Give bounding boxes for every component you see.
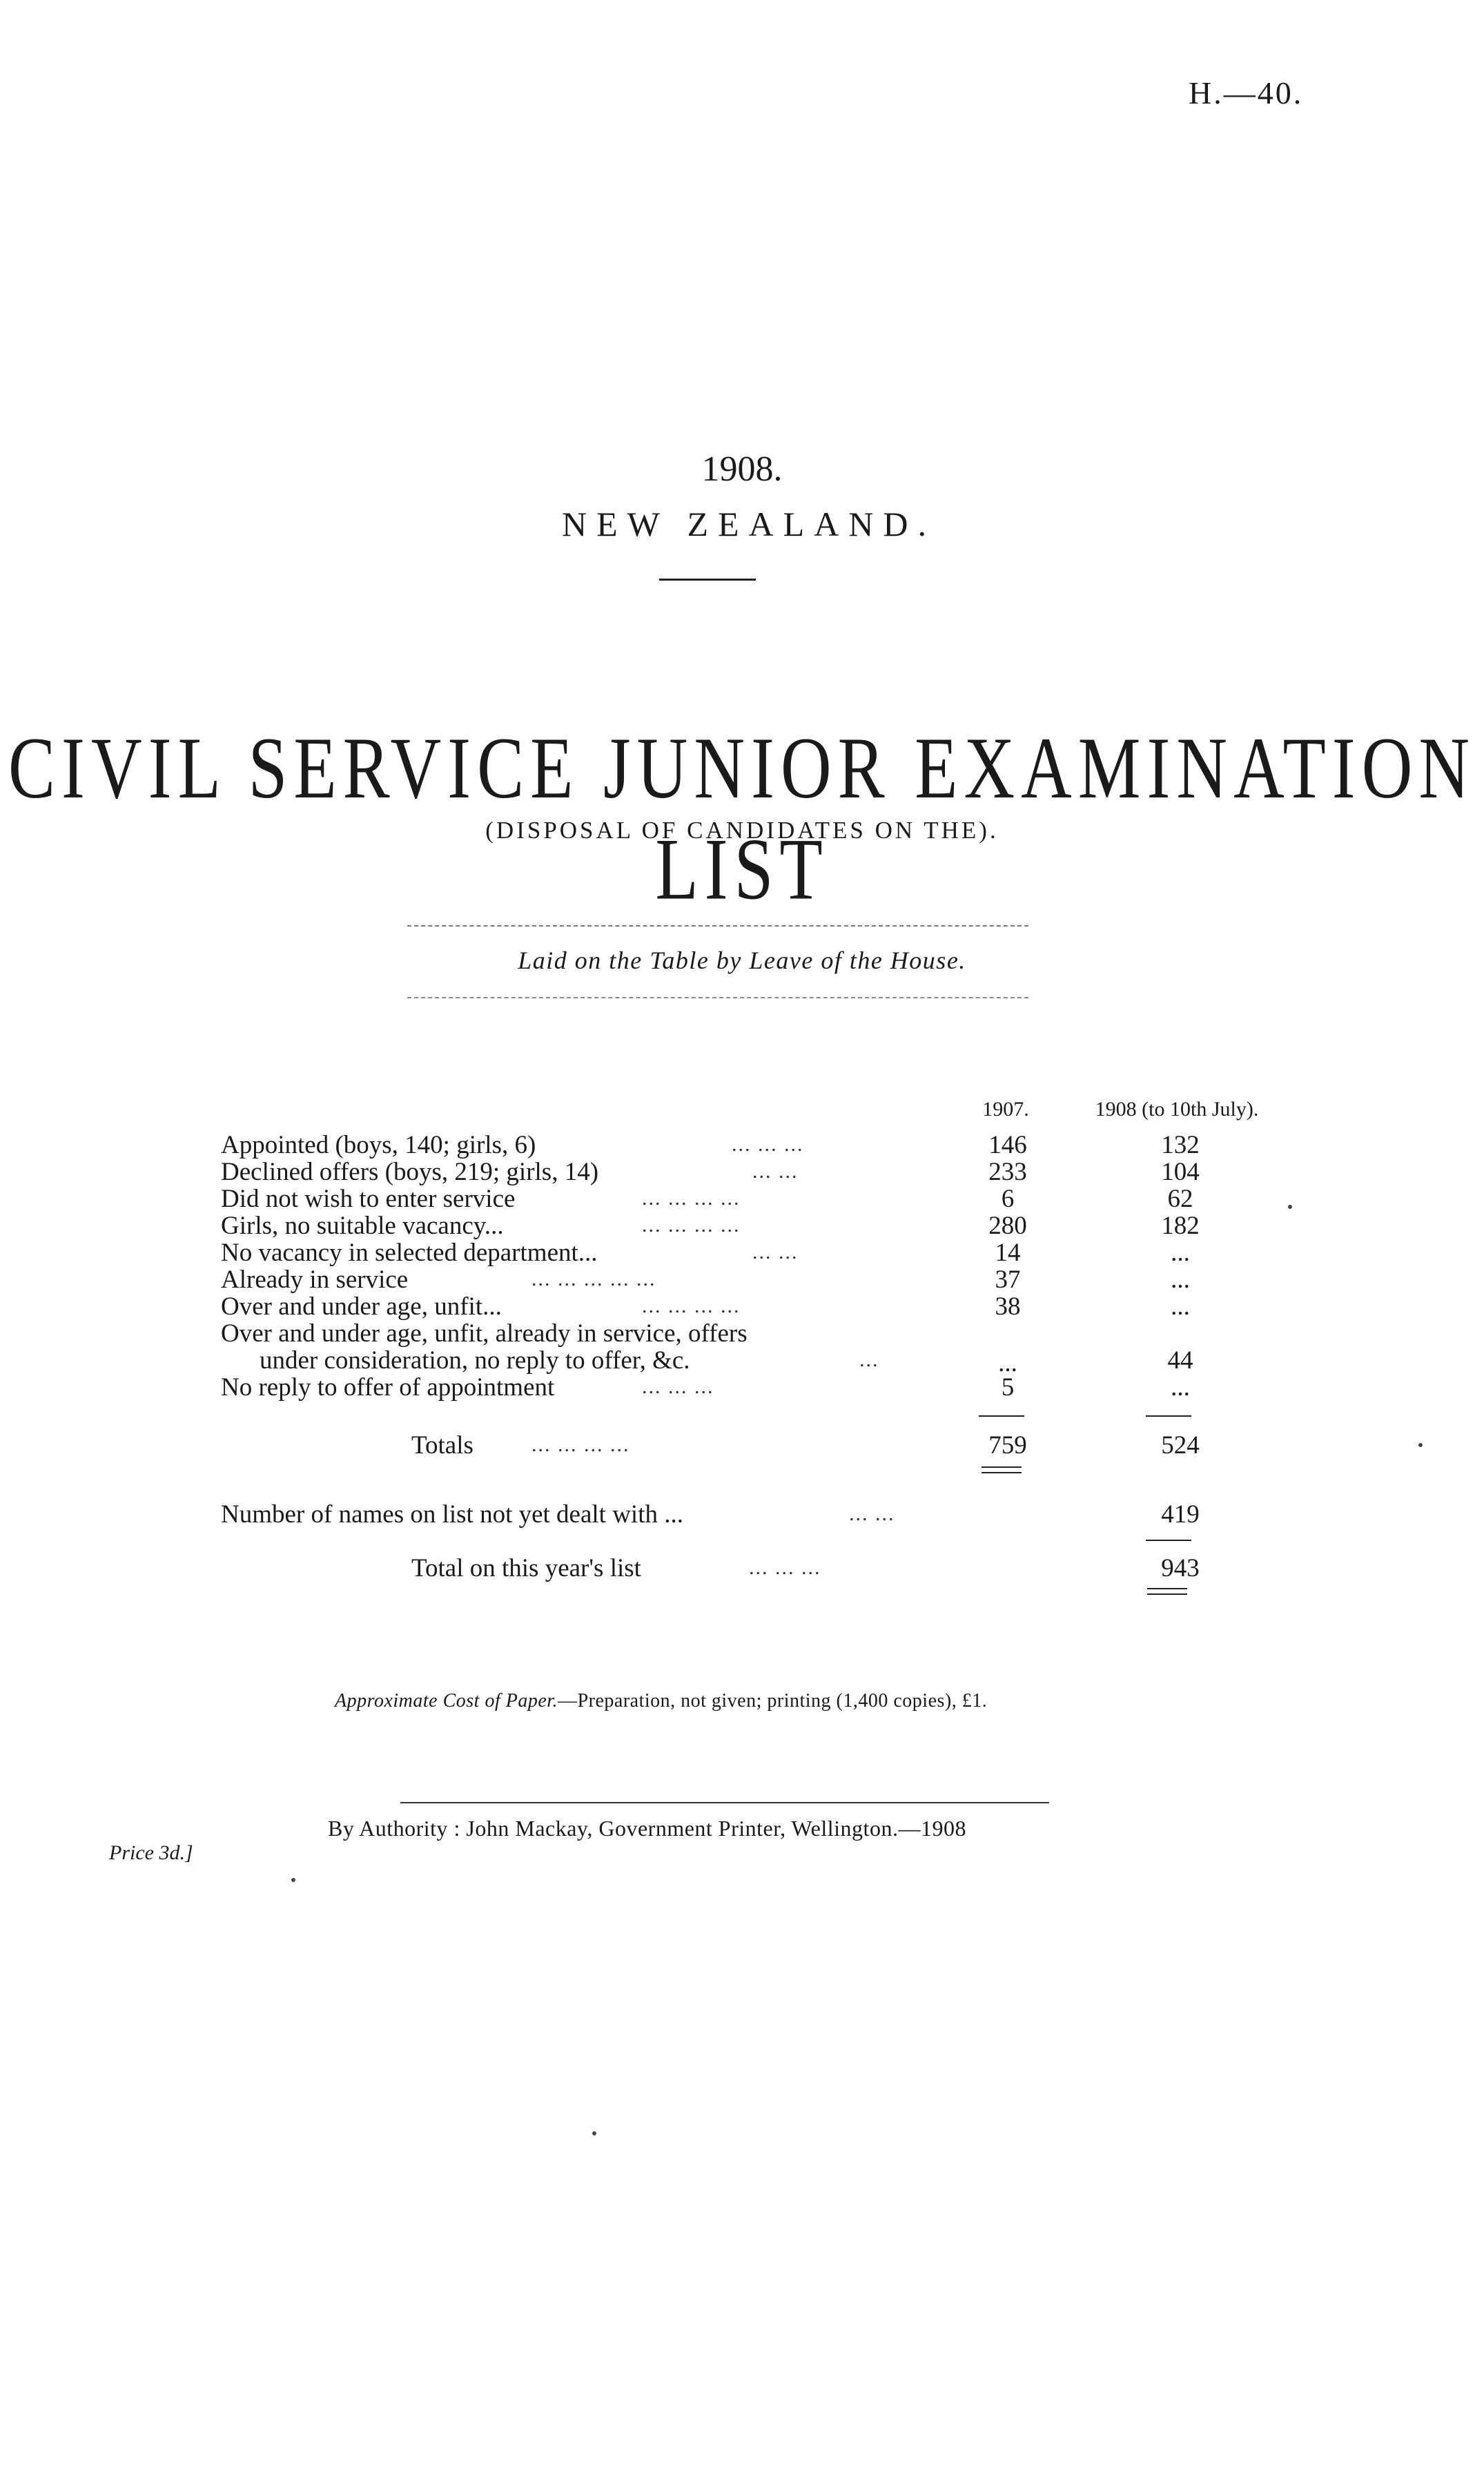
sum-rule-1907	[979, 1415, 1024, 1417]
value-1907: 146	[988, 1131, 1027, 1159]
value-1907: 37	[995, 1266, 1021, 1294]
value-1907: 38	[995, 1292, 1021, 1321]
value-1907: 233	[988, 1158, 1027, 1186]
table-row-label-line-1: Over and under age, unfit, already in service, offers	[221, 1319, 748, 1348]
column-header-1908: 1908 (to 10th July).	[1095, 1098, 1259, 1121]
table-row-label: Declined offers (boys, 219; girls, 14)	[221, 1158, 599, 1186]
sum-rule-1908	[1146, 1415, 1191, 1417]
print-speck	[592, 2131, 596, 2135]
page-subtitle: (DISPOSAL OF CANDIDATES ON THE).	[485, 817, 999, 844]
table-row-label-line-2: under consideration, no reply to offer, &c.	[260, 1346, 690, 1375]
not-dealt-label: Number of names on list not yet dealt with ...	[221, 1500, 683, 1529]
leader-dots: ... ...	[752, 1160, 799, 1183]
table-row-label: Did not wish to enter service	[221, 1185, 516, 1213]
heading-divider	[659, 579, 756, 581]
double-rule-1908	[1147, 1588, 1187, 1595]
table-row-label: No reply to offer of appointment	[221, 1373, 555, 1402]
value-1907: 280	[988, 1212, 1027, 1240]
dashed-divider-top	[407, 925, 1028, 927]
value-1908: 62	[1167, 1185, 1193, 1213]
value-1908: 104	[1161, 1158, 1200, 1186]
laid-on-table-note: Laid on the Table by Leave of the House.	[518, 947, 966, 974]
year-total-label: Total on this year's list	[411, 1554, 641, 1582]
footer-divider	[400, 1802, 1049, 1803]
document-reference: H.—40.	[1189, 75, 1304, 110]
totals-1908: 524	[1161, 1431, 1200, 1460]
table-row-label: No vacancy in selected department...	[221, 1239, 598, 1267]
column-header-1907: 1907.	[982, 1098, 1029, 1121]
leader-dots: ... ... ...	[749, 1556, 821, 1579]
value-1908: ...	[1171, 1239, 1190, 1267]
price-note: Price 3d.]	[109, 1841, 193, 1864]
sum-rule-1908-b	[1146, 1540, 1191, 1541]
double-rule-1907	[982, 1466, 1022, 1473]
leader-dots: ... ... ... ...	[531, 1433, 630, 1456]
cost-text: —Preparation, not given; printing (1,400 copies), £1.	[558, 1690, 988, 1712]
leader-dots: ... ...	[752, 1241, 799, 1263]
table-row-label: Over and under age, unfit...	[221, 1292, 502, 1321]
print-speck	[1288, 1205, 1292, 1209]
totals-1907: 759	[988, 1431, 1027, 1460]
cost-of-paper	[335, 1690, 987, 1712]
leader-dots: ... ... ... ...	[642, 1187, 741, 1210]
print-speck	[1418, 1443, 1423, 1447]
value-1907: 14	[995, 1239, 1021, 1267]
print-speck	[291, 1878, 295, 1882]
value-1908: 132	[1161, 1131, 1200, 1159]
not-dealt-1908: 419	[1161, 1500, 1200, 1529]
leader-dots: ... ... ... ... ...	[531, 1268, 656, 1290]
table-row-label: Girls, no suitable vacancy...	[221, 1212, 504, 1240]
printer-authority: By Authority : John Mackay, Government Printer, Wellington.—1908	[328, 1816, 966, 1841]
leader-dots: ... ...	[849, 1502, 895, 1525]
table-row-label: Appointed (boys, 140; girls, 6)	[221, 1131, 536, 1159]
leader-dots: ...	[859, 1348, 879, 1371]
table-row-label: Already in service	[221, 1266, 409, 1294]
country-heading: NEW ZEALAND.	[562, 505, 936, 543]
year-total-1908: 943	[1161, 1554, 1200, 1582]
cost-label: Approximate Cost of Paper.	[335, 1690, 558, 1712]
value-1908: 182	[1161, 1212, 1200, 1240]
leader-dots: ... ... ... ...	[642, 1214, 741, 1237]
value-1908: ...	[1171, 1373, 1190, 1402]
value-1907: ...	[998, 1349, 1017, 1377]
value-1908: ...	[1171, 1266, 1190, 1294]
value-1907: 6	[1001, 1185, 1015, 1213]
dashed-divider-bottom	[407, 997, 1028, 998]
leader-dots: ... ... ... ...	[642, 1295, 741, 1317]
value-1907: 5	[1001, 1373, 1015, 1402]
value-1908: ...	[1171, 1292, 1190, 1321]
leader-dots: ... ... ...	[732, 1133, 804, 1156]
totals-label: Totals	[411, 1431, 473, 1460]
page-title: CIVIL SERVICE JUNIOR EXAMINATION LIST	[8, 719, 1476, 918]
document-year: 1908.	[701, 449, 783, 489]
leader-dots: ... ... ...	[642, 1375, 714, 1398]
value-1908: 44	[1167, 1346, 1193, 1375]
